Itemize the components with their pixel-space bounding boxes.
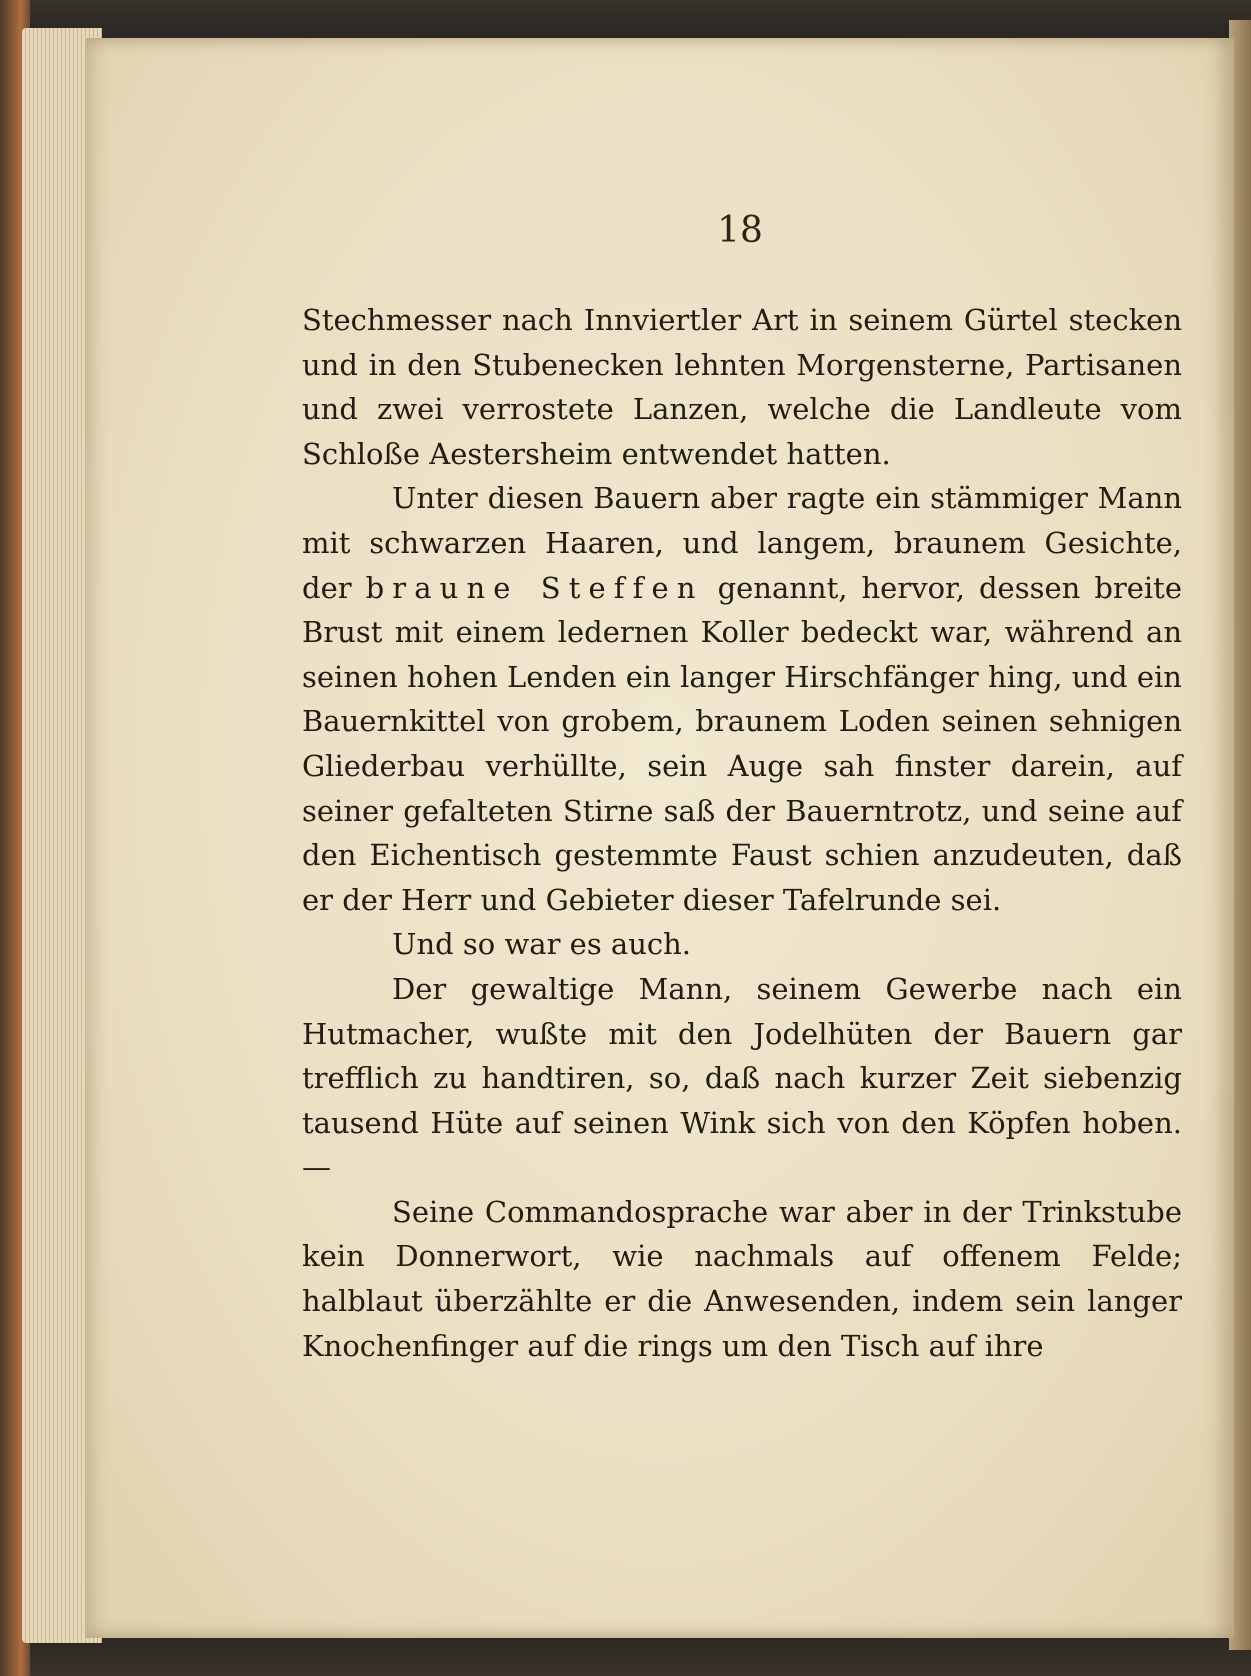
paragraph-text: genannt, hervor, dessen breite Brust mit einem ledernen Koller bedeckt war, während an seinen hohen Lenden ein langer Hirschfänger hing, und ein Bauernkittel von grobem, braunem Loden seinen sehnigen Gliederbau verhüllte, sein Auge sah finster darein, auf seiner gefalteten Stirne saß der Bauerntrotz, und seine auf den Eichentisch gestemmte Faust schien anzudeuten, daß er der Herr und Gebieter dieser Tafelrunde sei. — [302, 570, 1182, 917]
page-number: 18 — [717, 210, 763, 251]
body-text — [302, 298, 1182, 1368]
paragraph: Stechmesser nach Innviertler Art in seinem Gürtel stecken und in den Stubenecken lehnten Morgensterne, Partisanen und zwei verrostete Lanzen, welche die Landleute vom Schloße Aestersheim entwendet hatten. — [302, 303, 1182, 471]
paragraph-text: Unter diesen Bauern aber ragte ein stämmiger Mann mit schwarzen Haaren, und langem, braunem Gesichte, der — [302, 481, 1182, 605]
paragraph: Der gewaltige Mann, seinem Gewerbe nach ein Hutmacher, wußte mit den Jodelhüten der Bauern gar trefflich zu handtiren, so, daß nach kurzer Zeit siebenzig tausend Hüte auf seinen Wink sich von den Köpfen hoben. — — [302, 971, 1182, 1185]
paragraph: Und so war es auch. — [392, 927, 692, 962]
spaced-name: braune Steffen — [365, 570, 704, 605]
paragraph — [302, 476, 1182, 922]
paragraph: Seine Commandosprache war aber in der Trinkstube kein Donnerwort, wie nachmals auf offenem Felde; halblaut überzählte er die Anwesenden, indem sein langer Knochenfinger auf die rings um den Tisch auf ihre — [302, 1194, 1182, 1363]
